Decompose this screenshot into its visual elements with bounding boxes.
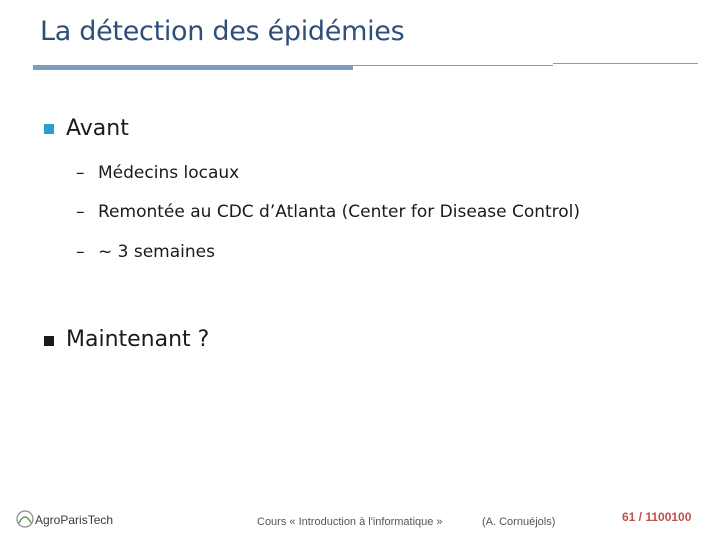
dash-icon: – bbox=[76, 242, 85, 262]
square-bullet-icon bbox=[44, 336, 54, 346]
dash-icon: – bbox=[76, 202, 85, 222]
footer-course: Cours « Introduction à l'informatique » bbox=[257, 516, 443, 528]
page-number: 61 / 1100100 bbox=[622, 510, 692, 524]
square-bullet-icon bbox=[44, 124, 54, 134]
title-underline-right bbox=[553, 63, 698, 64]
title-underline bbox=[33, 65, 353, 70]
title-underline-thin bbox=[353, 65, 553, 66]
subitem-medecins: – Médecins locaux bbox=[76, 163, 240, 183]
subitem-semaines: – ~ 3 semaines bbox=[76, 242, 215, 262]
logo-text: AgroParisTech bbox=[35, 513, 114, 527]
bullet-maintenant: Maintenant ? bbox=[66, 327, 210, 352]
bullet-avant: Avant bbox=[66, 116, 129, 141]
subitem-cdc: – Remontée au CDC d’Atlanta (Center for Disease Control) bbox=[76, 202, 581, 222]
agroparistech-logo bbox=[16, 506, 116, 532]
dash-icon: – bbox=[76, 163, 85, 183]
slide-title: La détection des épidémies bbox=[40, 16, 405, 47]
footer-author: (A. Cornuéjols) bbox=[482, 516, 556, 528]
